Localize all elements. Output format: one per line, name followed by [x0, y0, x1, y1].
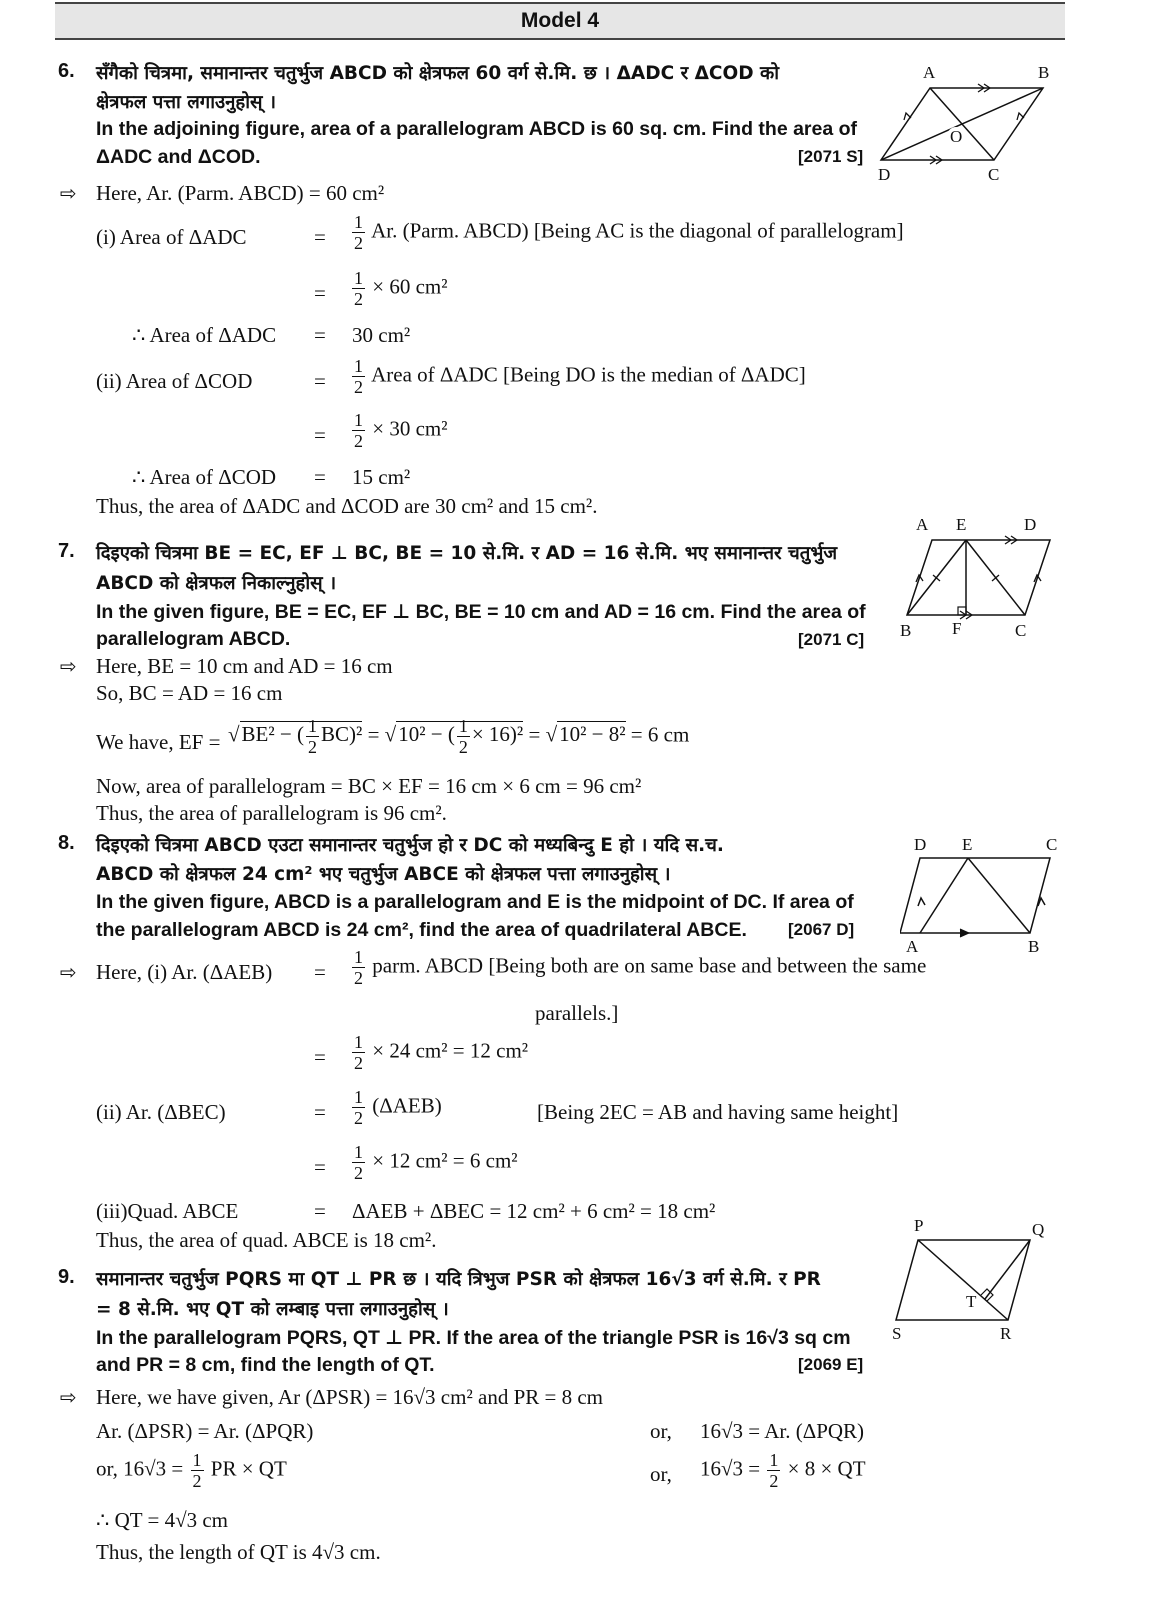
solution-expression: (ΔAEB) — [372, 1093, 442, 1118]
solution-expression: parallels.] — [535, 1001, 619, 1025]
question-text-english: In the given figure, ABCD is a parallelogram and E is the midpoint of DC. If area of — [96, 891, 854, 913]
fraction-denominator: 2 — [308, 737, 317, 757]
solution-expression: 16√3 = — [700, 1456, 761, 1481]
point-label-s: S — [892, 1324, 902, 1343]
fraction-numerator: 1 — [192, 1450, 202, 1470]
point-label-e: E — [956, 515, 967, 534]
question-text-english: In the parallelogram PQRS, QT ⊥ PR. If the area of the triangle PSR is 16√3 sq cm — [96, 1327, 851, 1349]
solution-expression: × 24 cm² = 12 cm² — [372, 1038, 529, 1063]
point-label-d: D — [1024, 515, 1037, 534]
solution-line: Here, BE = 10 cm and AD = 16 cm — [96, 654, 393, 678]
solution-line: Ar. (ΔPSR) = Ar. (ΔPQR) — [96, 1419, 314, 1443]
solution-expression: Area of ΔADC [Being DO is the median of ΔADC] — [371, 362, 806, 387]
question-text-nepali: दिइएको चित्रमा ABCD एउटा समानान्तर चतुर्भुज हो र DC को मध्यबिन्दु E हो । यदि स.च. — [96, 835, 724, 856]
equals-sign: = — [314, 323, 326, 347]
solution-result: = 6 cm — [630, 722, 690, 747]
fraction-denominator: 2 — [354, 968, 363, 988]
solution-label: Here, (i) Ar. (ΔAEB) — [96, 960, 273, 984]
fraction-denominator: 2 — [354, 1108, 363, 1128]
solution-line: 16√3 = Ar. (ΔPQR) — [700, 1419, 865, 1443]
question-number: 7. — [58, 540, 75, 562]
solution-line: Here, Ar. (Parm. ABCD) = 60 cm² — [96, 181, 385, 205]
fraction-numerator: 1 — [354, 1142, 363, 1162]
point-label-c: C — [988, 165, 1000, 184]
solution-line: Here, we have given, Ar (ΔPSR) = 16√3 cm² and PR = 8 cm — [96, 1385, 604, 1409]
solution-expression: × 12 cm² = 6 cm² — [372, 1148, 518, 1173]
equals-sign: = — [314, 369, 326, 393]
question-text-english: ΔADC and ΔCOD. — [96, 146, 261, 168]
fraction-numerator: 1 — [458, 716, 468, 736]
solution-expression: BC)² — [321, 722, 363, 747]
question-number: 6. — [58, 60, 75, 82]
solution-expression: 10² − ( — [398, 722, 455, 747]
equals-sign: = — [314, 225, 326, 249]
solution-conclusion: Thus, the area of ΔADC and ΔCOD are 30 cm² and 15 cm². — [96, 494, 598, 518]
parallelogram-figure-q6 — [878, 58, 1068, 188]
point-label-b: B — [1038, 63, 1050, 82]
exam-code: [2071 S] — [798, 147, 864, 166]
fraction-numerator: 1 — [354, 212, 363, 232]
question-number: 8. — [58, 832, 75, 854]
fraction-denominator: 2 — [192, 1471, 202, 1491]
equals-sign: = — [314, 960, 326, 984]
solution-label: ∴ Area of ΔADC — [132, 323, 277, 347]
question-number: 9. — [58, 1266, 75, 1288]
parallelogram-figure-q9 — [890, 1215, 1065, 1355]
solution-expression: 10² − 8² — [559, 722, 626, 747]
fraction-numerator: 1 — [354, 410, 363, 430]
point-label-t: T — [966, 1292, 977, 1311]
question-text-nepali: दिइएको चित्रमा BE = EC, EF ⊥ BC, BE = 10 से.मि. र AD = 16 से.मि. भए समानान्तर चतुर्भुज — [96, 543, 838, 564]
solution-line: ∴ QT = 4√3 cm — [96, 1508, 228, 1532]
question-text-english: In the adjoining figure, area of a parallelogram ABCD is 60 sq. cm. Find the area of — [96, 118, 858, 140]
equals-sign: = — [314, 1045, 326, 1069]
fraction-numerator: 1 — [769, 1450, 779, 1470]
solution-line: So, BC = AD = 16 cm — [96, 681, 283, 705]
fraction-denominator: 2 — [354, 431, 363, 451]
solution-label: (iii)Quad. ABCE — [96, 1199, 239, 1223]
fraction-numerator: 1 — [354, 356, 363, 376]
exam-code: [2069 E] — [798, 1355, 864, 1374]
solution-expression: ΔAEB + ΔBEC = 12 cm² + 6 cm² = 18 cm² — [352, 1199, 716, 1223]
point-label-c: C — [1015, 621, 1027, 640]
point-label-a: A — [916, 515, 929, 534]
question-text-nepali: = 8 से.मि. भए QT को लम्बाइ पत्ता लगाउनुहोस् । — [96, 1299, 449, 1320]
question-text-nepali: क्षेत्रफल पत्ता लगाउनुहोस् । — [96, 92, 276, 113]
point-label-r: R — [1000, 1324, 1012, 1343]
equals-sign: = — [528, 722, 541, 747]
question-text-english: and PR = 8 cm, find the length of QT. — [96, 1354, 435, 1376]
point-label-a: A — [906, 937, 919, 956]
question-text-nepali: समानान्तर चतुर्भुज PQRS मा QT ⊥ PR छ । यदि त्रिभुज PSR को क्षेत्रफल 16√3 वर्ग से.मि. र PR — [96, 1269, 821, 1290]
fraction-denominator: 2 — [354, 289, 363, 309]
equals-sign: = — [314, 281, 326, 305]
solution-line: Now, area of parallelogram = BC × EF = 16 cm × 6 cm = 96 cm² — [96, 774, 642, 798]
solution-expression: parm. ABCD [Being both are on same base and between the same — [372, 953, 927, 978]
equals-sign: = — [314, 1199, 326, 1223]
solution-conclusion: Thus, the area of parallelogram is 96 cm². — [96, 801, 447, 825]
point-label-d: D — [914, 835, 927, 854]
solution-expression: × 16)² — [471, 722, 524, 747]
point-label-d: D — [878, 165, 891, 184]
solution-conclusion: Thus, the area of quad. ABCE is 18 cm². — [96, 1228, 437, 1252]
question-text-nepali: ABCD को क्षेत्रफल निकाल्नुहोस् । — [96, 573, 337, 594]
point-label-b: B — [1028, 937, 1040, 956]
fraction-denominator: 2 — [769, 1471, 779, 1491]
solution-label: ∴ Area of ΔCOD — [132, 465, 277, 489]
page-header: Model 4 — [55, 2, 1065, 40]
solution-label: We have, EF = — [96, 730, 221, 754]
question-text-english: the parallelogram ABCD is 24 cm², find the area of quadrilateral ABCE. — [96, 919, 747, 941]
point-label-p: P — [914, 1216, 924, 1235]
solution-label: (ii) Ar. (ΔBEC) — [96, 1100, 226, 1124]
point-label-q: Q — [1032, 1220, 1045, 1239]
solution-expression: or, 16√3 = — [96, 1456, 184, 1481]
solution-result: 30 cm² — [352, 323, 411, 347]
equals-sign: = — [314, 465, 326, 489]
equals-sign: = — [314, 423, 326, 447]
solution-expression: PR × QT — [210, 1456, 287, 1481]
point-label-o: O — [950, 127, 963, 146]
exam-code: [2067 D] — [788, 920, 855, 939]
solution-expression: Ar. (Parm. ABCD) [Being AC is the diagonal of parallelogram] — [371, 218, 904, 243]
fraction-numerator: 1 — [308, 716, 317, 736]
fraction-numerator: 1 — [354, 1087, 363, 1107]
solution-label: (i) Area of ΔADC — [96, 225, 247, 249]
solution-expression: BE² − ( — [241, 722, 304, 747]
fraction-numerator: 1 — [354, 268, 363, 288]
fraction-denominator: 2 — [354, 377, 363, 397]
solution-result: 15 cm² — [352, 465, 411, 489]
point-label-f: F — [952, 619, 962, 638]
question-text-english: In the given figure, BE = EC, EF ⊥ BC, BE = 10 cm and AD = 16 cm. Find the area of — [96, 601, 866, 623]
fraction-denominator: 2 — [354, 1163, 363, 1183]
equals-sign: = — [314, 1155, 326, 1179]
equals-sign: = — [367, 722, 380, 747]
fraction-denominator: 2 — [354, 1053, 363, 1073]
exam-code: [2071 C] — [798, 630, 865, 649]
solution-label: (ii) Area of ΔCOD — [96, 369, 253, 393]
question-text-english: parallelogram ABCD. — [96, 628, 291, 650]
solution-expression: × 60 cm² — [372, 274, 448, 299]
question-text-nepali: सँगैको चित्रमा, समानान्तर चतुर्भुज ABCD को क्षेत्रफल 60 वर्ग से.मि. छ । ΔADC र ΔCOD को — [96, 63, 780, 84]
fraction-denominator: 2 — [458, 737, 468, 757]
solution-expression: × 8 × QT — [787, 1456, 866, 1481]
fraction-numerator: 1 — [354, 1032, 363, 1052]
fraction-numerator: 1 — [354, 947, 363, 967]
point-label-e: E — [962, 835, 973, 854]
solution-expression: × 30 cm² — [372, 416, 448, 441]
question-text-nepali: ABCD को क्षेत्रफल 24 cm² भए चतुर्भुज ABCE को क्षेत्रफल पत्ता लगाउनुहोस् । — [96, 864, 671, 885]
solution-conclusion: Thus, the length of QT is 4√3 cm. — [96, 1540, 381, 1564]
point-label-c: C — [1046, 835, 1058, 854]
solution-or: or, — [650, 1462, 672, 1486]
point-label-b: B — [900, 621, 912, 640]
parallelogram-figure-q7 — [900, 510, 1070, 660]
solution-or: or, — [650, 1419, 672, 1443]
point-label-a: A — [923, 63, 936, 82]
fraction-denominator: 2 — [354, 233, 363, 253]
equals-sign: = — [314, 1100, 326, 1124]
solution-reason: [Being 2EC = AB and having same height] — [537, 1100, 899, 1124]
